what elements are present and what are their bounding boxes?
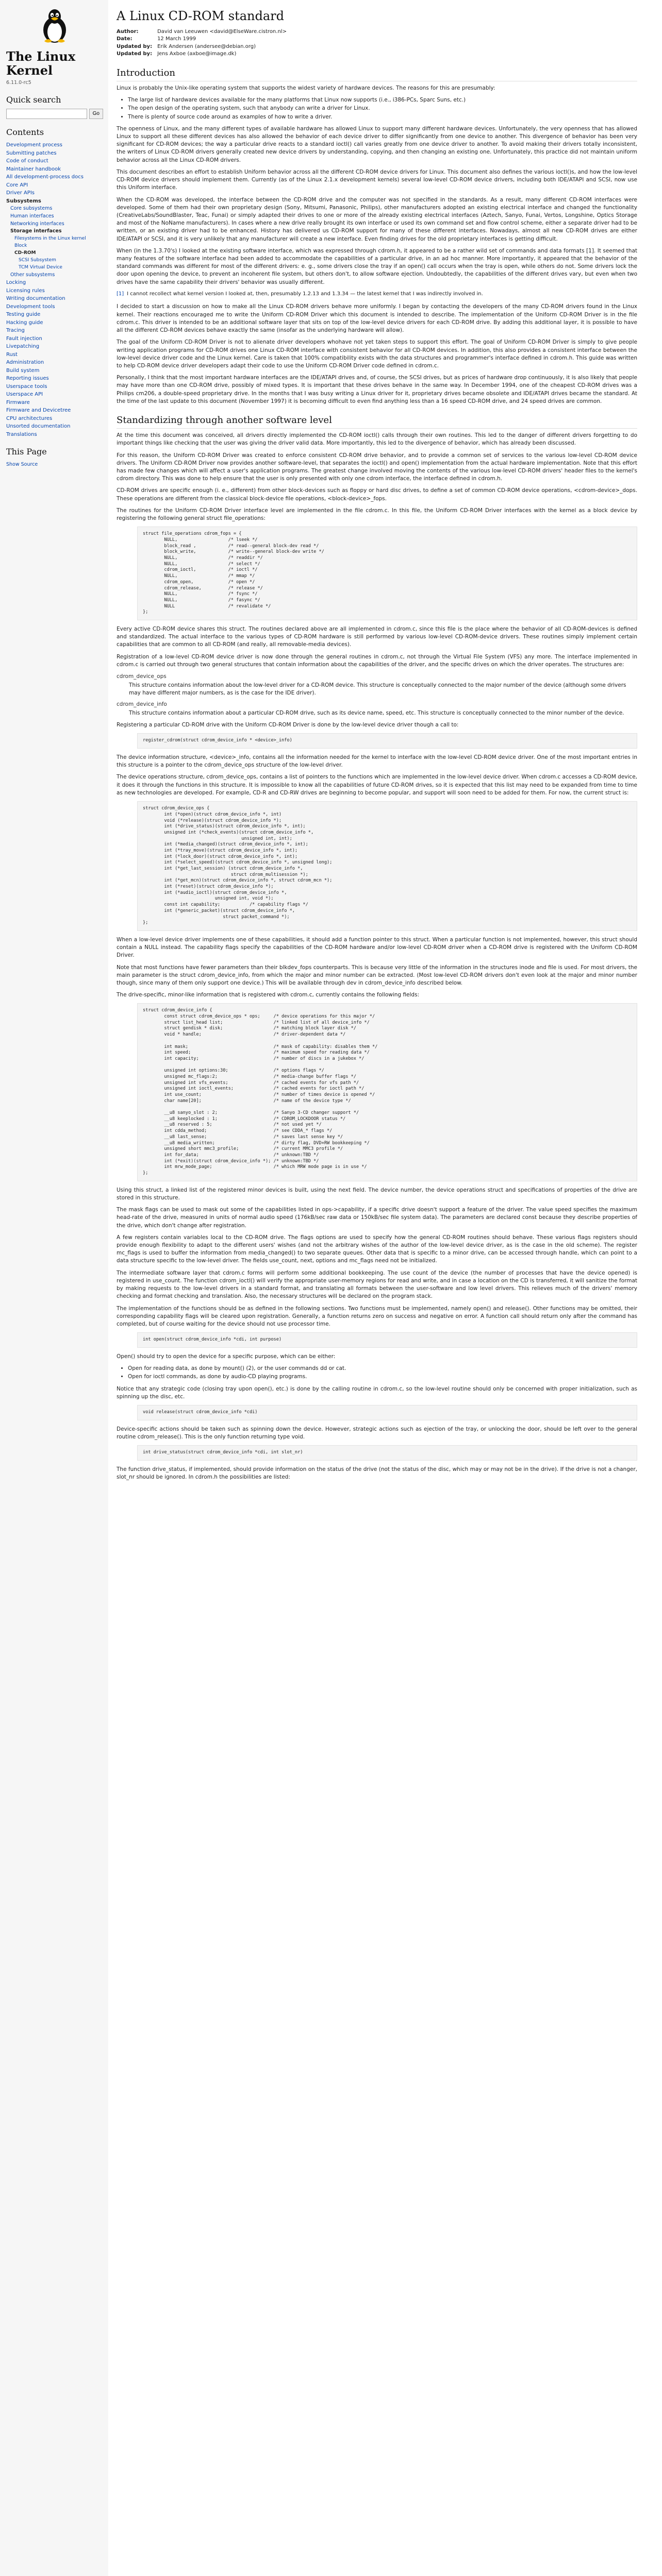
paragraph: CD-ROM drives are specific enough (i. e., different) from other block-devices such as floppy or hard disc drives, to define a set of common CD-ROM device operations, <cdrom-device>_dops. These operations are different from the classical block-device file operations, <block-device>_fops. — [117, 487, 637, 502]
section-introduction: Introduction — [117, 66, 637, 81]
paragraph: A few registers contain variables local to the CD-ROM drive. The flags options are used to specify how the general CD-ROM routines should behave. These various flags registers should provide enough flexibility to adapt to the different users' wishes (and not the arbitrary wishes of the author of the low-level device driver, as is the case in the old scheme). The register mc_flags is used to buffer the information from media_changed() to two separate queues. Other data that is specific to a minor drive, can be accessed through handle, which can point to a data structure specific to the low-level driver. The fields use_count, next, options and mc_flags need not be initialized. — [117, 1234, 637, 1264]
nav-item[interactable]: Userspace API — [6, 392, 43, 398]
list-item: • The open design of the operating system, such that anybody can write a driver for Linux. — [128, 105, 637, 112]
nav-item[interactable]: TCM Virtual Device — [19, 264, 62, 270]
meta-value: Jens Axboe (axboe@image.dk) — [157, 51, 237, 57]
paragraph: Open() should try to open the device for a specific purpose, which can be either: — [117, 1353, 336, 1360]
code-block-register: register_cdrom(struct cdrom_device_info * <device>_info) — [137, 733, 637, 749]
nav-item[interactable]: Submitting patches — [6, 150, 57, 156]
paragraph: This document describes an effort to establish Uniform behavior across all the different CD-ROM device drivers for Linux. This document also defines the various ioctl()s, and how the low-level CD-ROM device drivers should implement them. Currently (as of the Linux 2.1.x development kernels) several low-level CD-ROM device drivers, including both IDE/ATAPI and SCSI, now use this Uniform interface. — [117, 168, 637, 191]
reasons-list — [117, 96, 637, 121]
nav-item[interactable]: Rust — [6, 351, 18, 358]
contents-heading: Contents — [6, 127, 44, 137]
nav-item[interactable]: Reporting issues — [6, 376, 49, 382]
meta-value: 12 March 1999 — [157, 36, 196, 42]
nav-item[interactable]: Build system — [6, 367, 40, 374]
nav-item[interactable]: Firmware — [6, 399, 30, 405]
paragraph: When the CD-ROM was developed, the interface between the CD-ROM drive and the computer was not specified in the standards. As a result, many different CD-ROM interfaces were developed. Some of them had their own proprietary design (Sony, Mitsumi, Panasonic, Philips), other manufacturers adopted an existing electrical interface and changed the functionality (CreativeLabs/SoundBlaster, Teac, Funai) or simply adapted their drives to one or more of the already existing electrical interfaces (Aztech, Sanyo, Funai, Vertos, Longshine, Optics Storage and most of the NoName manufacturers). In cases where a new drive really brought its own interface or used its own command set and flow control scheme, either a separate driver had to be written, or an existing driver had to be enhanced. History has delivered us CD-ROM support for many of these different interfaces. Nowadays, almost all new CD-ROM drives are either IDE/ATAPI or SCSI, and it is very unlikely that any manufacturer will create a new interface. Even finding drives for the old proprietary interfaces is getting difficult. — [117, 196, 637, 242]
quick-search-heading: Quick search — [6, 94, 61, 105]
paragraph: I decided to start a discussion on how to make all the Linux CD-ROM drivers behave more uniformly. I began by contacting the developers of the many CD-ROM drivers found in the Linux kernel. Their reactions encouraged me to write the Uniform CD-ROM Driver which this document is intended to describe. The implementation of the Uniform CD-ROM Driver is in the file cdrom.c. This driver is intended to be an additional software layer that sits on top of the low-level device drivers for each CD-ROM drive. By adding this additional layer, it is possible to have all the different CD-ROM devices behave exactly the same (insofar as the underlying hardware will allow). — [117, 303, 637, 334]
code-block-drive-status: int drive_status(struct cdrom_device_info *cdi, int slot_nr) — [137, 1445, 637, 1461]
tux-icon — [39, 7, 71, 44]
doc-metadata — [117, 28, 292, 58]
definition-description: This structure contains information about a particular CD-ROM drive, such as its device name, speed, etc. This structure is conceptually connected to the minor number of the device. — [129, 709, 624, 716]
list-item: • The large list of hardware devices available for the many platforms that Linux now supports (i.e., i386-PCs, Sparc Suns, etc.) — [128, 96, 637, 104]
paragraph: Linux is probably the Unix-like operating system that supports the widest variety of hardware devices. The reasons for this are presumably: — [117, 84, 495, 91]
contents-nav — [6, 141, 103, 438]
code-block-release: void release(struct cdrom_device_info *cdi) — [137, 1405, 637, 1420]
nav-item[interactable]: All development-process docs — [6, 174, 84, 180]
footnote-mark[interactable]: [1] — [117, 291, 124, 297]
paragraph: Registering a particular CD-ROM drive with the Uniform CD-ROM Driver is done by the low-level device driver though a call to: — [117, 722, 459, 728]
page-title: A Linux CD-ROM standard — [117, 9, 284, 23]
structures-definition-list — [117, 673, 637, 717]
paragraph: The function drive_status, if implemented, should provide information on the status of the drive (not the status of the disc, which may or may not be in the drive). If the drive is not a changer, slot_nr should be ignored. In cdrom.h the possibilities are listed: — [117, 1466, 637, 1480]
nav-item[interactable]: Driver APIs — [6, 190, 35, 196]
open-purpose-list — [117, 1365, 637, 1381]
section-standardizing: Standardizing through another software level — [117, 414, 637, 429]
show-source-link[interactable]: Show Source — [6, 461, 38, 467]
nav-item[interactable]: Code of conduct — [6, 158, 48, 164]
nav-item[interactable]: Core subsystems — [10, 206, 53, 212]
paragraph: The routines for the Uniform CD-ROM Driver interface level are implemented in the file cdrom.c. In this file, the Uniform CD-ROM Driver interfaces with the kernel as a block device by registering the following general struct file_operations: — [117, 507, 637, 522]
paragraph: The device operations structure, cdrom_device_ops, contains a list of pointers to the functions which are implemented in the low-level device driver. When cdrom.c accesses a CD-ROM device, it does it through the functions in this structure. It is impossible to know all the capabilities of future CD-ROM drives, so it is expected that this list may need to be expanded from time to time as new technologies are developed. For example, CD-R and CD-RW drives are beginning to become popular, and support will soon need to be added for them. For now, the current struct is: — [117, 774, 637, 796]
meta-row — [117, 28, 292, 36]
nav-item[interactable]: Maintainer handbook — [6, 166, 61, 172]
nav-item[interactable]: Testing guide — [6, 312, 41, 318]
nav-item[interactable]: Development tools — [6, 303, 55, 310]
meta-key: Author: — [117, 28, 139, 35]
paragraph: Every active CD-ROM device shares this struct. The routines declared above are all implemented in cdrom.c, since this file is the place where the behavior of all CD-ROM-devices is defined and standardized. The actual interface to the various types of CD-ROM hardware is still performed by various low-level CD-ROM-device drivers. These routines simply implement certain capabilities that are common to all CD-ROM (and really, all removable-media devices). — [117, 625, 637, 648]
brand-title[interactable]: The Linux Kernel — [6, 49, 76, 78]
paragraph: The device information structure, <device>_info, contains all the information needed for the kernel to interface with the low-level CD-ROM device driver. One of the most important entries in this structure is a pointer to the cdrom_device_ops structure of the low-level driver. — [117, 754, 637, 769]
nav-item[interactable]: Subsystems — [6, 198, 41, 204]
paragraph: The goal of the Uniform CD-ROM Driver is not to alienate driver developers whohave not yet taken steps to support this effort. The goal of Uniform CD-ROM Driver is simply to give people writing application programs for CD-ROM drives one Linux CD-ROM interface with consistent behavior for all CD-ROM devices. In addition, this also provides a consistent interface between the low-level device driver code and the Linux kernel. Care is taken that 100% compatibility exists with the data structures and programmer's interface defined in cdrom.h. This guide was written to help CD-ROM device driver developers adapt their code to use the Uniform CD-ROM Driver code defined in cdrom.c. — [117, 339, 637, 369]
nav-item[interactable]: Firmware and Devicetree — [6, 408, 71, 414]
go-button[interactable]: Go — [89, 109, 103, 119]
nav-item[interactable]: Hacking guide — [6, 319, 43, 326]
paragraph: Registration of a low-level CD-ROM device driver is now done through the general routines in cdrom.c, not through the Virtual File System (VFS) any more. The interface implemented in cdrom.c is carried out through two general structures that contain information about the capabilities of the driver, and the specific drives on which the driver operates. The structures are: — [117, 653, 637, 668]
meta-key: Date: — [117, 36, 133, 42]
paragraph: The mask flags can be used to mask out some of the capabilities listed in ops->capability, if a specific drive doesn't support a feature of the driver. The value speed specifies the maximum head-rate of the drive, measured in units of normal audio speed (176kB/sec raw data or 150kB/sec file system data). The parameters are declared const because they describe properties of the drive, which don't change after registration. — [117, 1207, 637, 1229]
code-block-file-operations: struct file_operations cdrom_fops = { NULL, /* lseek */ block_read , /* read--general block-dev read */ block_write, /* write--general block-dev write */ NULL, /* readdir */ NULL, /* select */ cdrom_ioctl, /* ioctl */ NULL, /* mmap */ cdrom_open, /* open */ cdrom_release, /* release */ NULL, /* fsync */ NULL, /* fasync */ NULL /* revalidate */ }; — [137, 527, 637, 620]
definition-term: cdrom_device_ops — [117, 673, 167, 680]
nav-item[interactable]: SCSI Subsystem — [19, 257, 56, 263]
paragraph: The intermediate software layer that cdrom.c forms will perform some additional bookkeeping. The use count of the device (the number of processes that have the device opened) is registered in use_count. The function cdrom_ioctl() will verify the appropriate user-memory regions for read and write, and in case a location on the CD is transferred, it will sanitize the format by making requests to the low-level drivers in a standard format, and translating all formats between the user-software and low level drivers. This relieves much of the drivers' memory checking and format checking and translation. Also, the necessary structures will be declared on the program stack. — [117, 1269, 637, 1300]
list-item: • Open for reading data, as done by mount() (2), or the user commands dd or cat. — [128, 1365, 637, 1372]
paragraph: The implementation of the functions should be as defined in the following sections. Two functions must be implemented, namely open() and release(). Other functions may be omitted, their corresponding capability flags will be cleared upon registration. Generally, a function returns zero on success and negative on error. A function call should return only after the command has completed, but of course waiting for the device should not use processor time. — [117, 1305, 637, 1327]
search-input[interactable] — [6, 109, 87, 119]
meta-row — [117, 50, 292, 58]
nav-item[interactable]: Administration — [6, 360, 44, 366]
paragraph: Notice that any strategic code (closing tray upon open(), etc.) is done by the calling routine in cdrom.c, so the low-level routine should only be concerned with proper initialization, such as spinning up the disc, etc. — [117, 1385, 637, 1400]
version-label: 6.11.0-rc5 — [6, 80, 31, 86]
nav-item[interactable]: Writing documentation — [6, 296, 65, 302]
paragraph: At the time this document was conceived, all drivers directly implemented the CD-ROM ioctl() calls through their own routines. This led to the danger of different drivers forgetting to do important things like checking that the user was giving the driver valid data. More importantly, this led to the divergence of behavior, which has already been discussed. — [117, 432, 637, 447]
nav-item[interactable]: Livepatching — [6, 344, 40, 350]
main-content — [117, 0, 637, 1485]
footnote-text: I cannot recollect what kernel version I looked at, then, presumably 1.2.13 and 1.3.34 — the latest kernel that I was indirectly involved in. — [127, 291, 483, 297]
definition-term: cdrom_device_info — [117, 701, 167, 707]
meta-row — [117, 43, 292, 51]
sidebar — [0, 0, 108, 2576]
nav-item[interactable]: Core API — [6, 182, 28, 188]
tux-logo[interactable] — [6, 7, 103, 47]
nav-item[interactable]: CD-ROM — [14, 250, 36, 256]
nav-item[interactable]: Human interfaces — [10, 213, 54, 219]
nav-item[interactable]: Filesystems in the Linux kernel — [14, 236, 86, 242]
meta-value: David van Leeuwen <david@ElseWare.cistron.nl> — [157, 28, 287, 35]
nav-item[interactable]: Userspace tools — [6, 383, 47, 389]
nav-item[interactable]: Translations — [6, 431, 37, 437]
meta-value: Erik Andersen (andersee@debian.org) — [157, 43, 256, 49]
nav-item[interactable]: CPU architectures — [6, 415, 53, 421]
nav-item[interactable]: Block — [14, 243, 27, 248]
code-block-device-ops: struct cdrom_device_ops { int (*open)(struct cdrom_device_info *, int) void (*release)(struct cdrom_device_info *); int (*drive_status)(struct cdrom_device_info *, int); unsigned int (*check_events)(struct cdrom_device_info *, unsigned int, int); int (*media_changed)(struct cdrom_device_info *, int); int (*tray_move)(struct cdrom_device_info *, int); int (*lock_door)(struct cdrom_device_info *, int); int (*select_speed)(struct cdrom_device_info *, unsigned long); int (*get_last_session) (struct cdrom_device_info *, struct cdrom_multisession *); int (*get_mcn)(struct cdrom_device_info *, struct cdrom_mcn *); int (*reset)(struct cdrom_device_info *); int (*audio_ioctl)(struct cdrom_device_info *, unsigned int, void *); const int capability; /* capability flags */ int (*generic_packet)(struct cdrom_device_info *, struct packet_command *); }; — [137, 801, 637, 931]
paragraph: Personally, I think that the most important hardware interfaces are the IDE/ATAPI drives and, of course, the SCSI drives, but as prices of hardware drop continuously, it is also likely that people may have more than one CD-ROM drive, possibly of mixed types. It is important that these drives behave in the same way. In December 1994, one of the cheapest CD-ROM drives was a Philips cm206, a double-speed proprietary drive. In the months that I was busy writing a Linux driver for it, proprietary drives became obsolete and IDE/ATAPI drives became the standard. At the time of the last update to this document (November 1997) it is becoming difficult to even find anything less than a 16 speed CD-ROM drive, and 24 speed drives are common. — [117, 375, 637, 404]
nav-item[interactable]: Tracing — [6, 328, 25, 334]
nav-item[interactable]: Fault injection — [6, 335, 42, 342]
nav-item[interactable]: Networking interfaces — [10, 221, 64, 227]
this-page-heading: This Page — [6, 447, 47, 457]
paragraph: The openness of Linux, and the many different types of available hardware has allowed Linux to support many different hardware devices. Unfortunately, the very openness that has allowed Linux to support all these different devices has also allowed the behavior of each device driver to differ significantly from one device to another. This divergence of behavior has been very significant for CD-ROM devices; the way a particular drive reacts to a standard ioctl() call varies greatly from one device driver to another. To avoid making their drivers totally inconsistent, the writers of Linux CD-ROM drivers generally created new device drivers by understanding, copying, and then changing an existing one. Unfortunately, this practice did not maintain uniform behavior across all the Linux CD-ROM drivers. — [117, 125, 637, 163]
code-block-device-info: struct cdrom_device_info { const struct cdrom_device_ops * ops; /* device operations for this major */ struct list_head list; /* linked list of all device_info */ struct gendisk * disk; /* matching block layer disk */ void * handle; /* driver-dependent data */ int mask; /* mask of capability: disables them */ int speed; /* maximum speed for reading data */ int capacity; /* number of discs in a jukebox */ unsigned int options:30; /* options flags */ unsigned mc_flags:2; /* media-change buffer flags */ unsigned int vfs_events; /* cached events for vfs path */ unsigned int ioctl_events; /* cached events for ioctl path */ int use_count; /* number of times device is opened */ char name[20]; /* name of the device type */ __u8 sanyo_slot : 2; /* Sanyo 3-CD changer support */ __u8 keeplocked : 1; /* CDROM_LOCKDOOR status */ __u8 reserved : 5; /* not used yet */ int cdda_method; /* see CDDA_* flags */ __u8 last_sense; /* saves last sense key */ __u8 media_written; /* dirty flag, DVD+RW bookkeeping */ unsigned short mmc3_profile; /* current MMC3 profile */ int for_data; /* unknown:TBD */ int (*exit)(struct cdrom_device_info *); /* unknown:TBD */ int mrw_mode_page; /* which MRW mode page is in use */ }; — [137, 1003, 637, 1181]
paragraph: For this reason, the Uniform CD-ROM Driver was created to enforce consistent CD-ROM drive behavior, and to provide a common set of services to the various low-level CD-ROM device drivers. The Uniform CD-ROM Driver now provides another software-level, that separates the ioctl() and open() implementation from the actual hardware implementation. Note that this effort has made few changes which will affect a user's application programs. The greatest change involved moving the contents of the various low-level CD-ROM drivers' header files to the kernel's cdrom directory. This was done to help ensure that the user is only presented with only one cdrom interface, the interface defined in cdrom.h. — [117, 452, 637, 482]
list-item: • There is plenty of source code around as examples of how to write a driver. — [128, 113, 637, 121]
paragraph: Device-specific actions should be taken such as spinning down the device. However, strategic actions such as ejection of the tray, or unlocking the door, should be left over to the general routine cdrom_release(). This is the only function returning type void. — [117, 1426, 637, 1440]
paragraph: When (in the 1.3.70's) I looked at the existing software interface, which was expressed through cdrom.h, it appeared to be a rather wild set of commands and data formats [1]. It seemed that many features of the software interface had been added to accommodate the capabilities of a particular drive, in an ad hoc manner. More importantly, it appeared that the behavior of the standard commands was different for most of the different drivers: e. g., some drivers close the tray if an open() call occurs when the tray is open, while others do not. Some drivers lock the door upon opening the device, to prevent an incoherent file system, but others don't, to allow software ejection. Undoubtedly, the capabilities of the different drives vary, but even when two drives have the same capability their drivers' behavior was usually different. — [117, 247, 637, 285]
nav-item[interactable]: Other subsystems — [10, 272, 55, 278]
paragraph: The drive-specific, minor-like information that is registered with cdrom.c, currently contains the following fields: — [117, 992, 420, 998]
list-item: • Open for ioctl commands, as done by audio-CD playing programs. — [128, 1373, 637, 1381]
code-block-open: int open(struct cdrom_device_info *cdi, int purpose) — [137, 1332, 637, 1348]
meta-row — [117, 36, 292, 43]
meta-key: Updated by: — [117, 43, 153, 49]
nav-item[interactable]: Licensing rules — [6, 287, 45, 294]
footnote — [117, 291, 637, 298]
nav-item[interactable]: Storage interfaces — [10, 228, 62, 234]
paragraph: Note that most functions have fewer parameters than their blkdev_fops counterparts. This is because very little of the information in the structures inode and file is used. For most drivers, the main parameter is the struct cdrom_device_info, from which the major and minor number can be extracted. (Most low-level CD-ROM drivers don't even look at the major and minor number though, since many of them only support one device.) This will be available through dev in cdrom_device_info described below. — [117, 964, 637, 986]
nav-item[interactable]: Unsorted documentation — [6, 423, 71, 430]
definition-description: This structure contains information about the low-level driver for a CD-ROM device. This structure is conceptually connected to the major number of the device (although some drivers may have different major numbers, as is the case for the IDE driver). — [129, 682, 626, 697]
paragraph: When a low-level device driver implements one of these capabilities, it should add a function pointer to this struct. When a particular function is not implemented, however, this struct should contain a NULL instead. The capability flags specify the capabilities of the CD-ROM hardware and/or low-level CD-ROM driver when a CD-ROM drive is registered with the Uniform CD-ROM Driver. — [117, 936, 637, 959]
paragraph: Using this struct, a linked list of the registered minor devices is built, using the next field. The device number, the device operations struct and specifications of properties of the drive are stored in this structure. — [117, 1187, 637, 1201]
search-form — [6, 109, 103, 119]
nav-item[interactable]: Locking — [6, 280, 26, 286]
meta-key: Updated by: — [117, 51, 153, 57]
nav-item[interactable]: Development process — [6, 142, 62, 148]
